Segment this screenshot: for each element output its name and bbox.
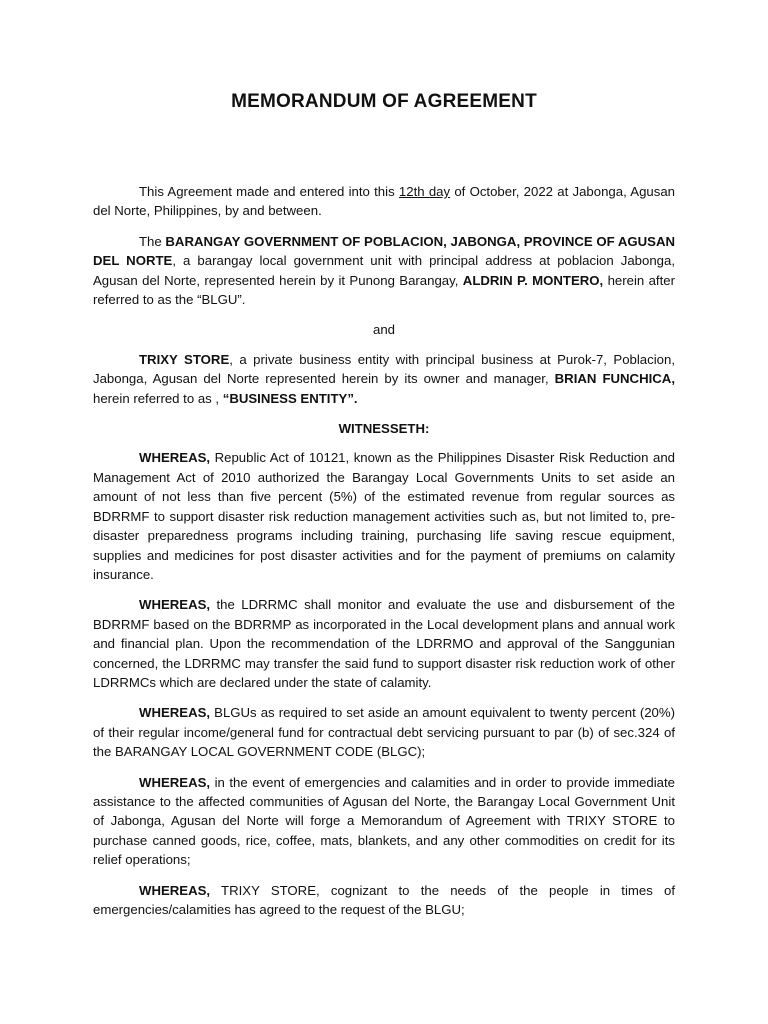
- document-title: MEMORANDUM OF AGREEMENT: [231, 91, 537, 112]
- party2-text-1: , a private business entity with principal business at Purok-7, Poblacion, Jabonga, Agusan del Norte represented herein by its owner and manager,: [93, 351, 675, 387]
- whereas-clause: [93, 703, 675, 761]
- whereas-label: WHEREAS,: [139, 597, 211, 613]
- party1-text-2: , a barangay local government unit with principal address at poblacion Jabonga, Agusan del Norte, represented herein by it Punong Barangay,: [93, 253, 675, 288]
- whereas-text: the LDRRMC shall monitor and evaluate the use and disbursement of the BDRRMF based on the BDRRMP as incorporated in the Local development plans and annual work and financial plan. Upon the recommendation of the LDRRMO and approval of the Sanggunian concerned, the LDRRMC may transfer the said fund to support disaster risk reduction work of other LDRRMCs which are declared under the state of calamity.: [93, 597, 675, 690]
- intro-text-1: This Agreement made and entered into this: [139, 184, 399, 199]
- party1-text-3: herein after referred to as the “BLGU”.: [93, 272, 675, 308]
- whereas-clause: [93, 773, 675, 870]
- whereas-clause: [93, 595, 675, 692]
- whereas-text: BLGUs as required to set aside an amount equivalent to twenty percent (20%) of their regular income/general fund for contractual debt servicing pursuant to par (b) of sec.324 of the BARANGAY LOCAL GOVERNMENT CODE (BLGC);: [93, 705, 675, 760]
- whereas-clause: [93, 881, 675, 920]
- intro-paragraph: [93, 182, 675, 221]
- agreement-date: 12th day: [398, 184, 451, 199]
- party1-text-1: The: [139, 233, 166, 249]
- party1-name: BARANGAY GOVERNMENT OF POBLACION, JABONGA, PROVINCE OF AGUSAN DEL NORTE: [93, 233, 675, 269]
- whereas-clause: [93, 448, 675, 584]
- whereas-label: WHEREAS,: [139, 882, 211, 898]
- party1-paragraph: [93, 232, 675, 310]
- whereas-text: in the event of emergencies and calamities and in order to provide immediate assistance to the affected communities of Agusan del Norte, the Barangay Local Government Unit of Jabonga, Agusan del Norte will forge a Memorandum of Agreement with TRIXY STORE to purchase canned goods, rice, coffee, mats, blankets, and any other commodities on credit for its relief operations;: [93, 774, 675, 868]
- party2-representative: BRIAN FUNCHICA,: [554, 371, 675, 387]
- party2-text-2: herein referred to as ,: [93, 390, 223, 406]
- intro-text-2: of October, 2022 at Jabonga, Agusan del Norte, Philippines, by and between.: [93, 184, 675, 219]
- whereas-text: Republic Act of 10121, known as the Philippines Disaster Risk Reduction and Management Act of 2010 authorized the Barangay Local Governments Units to set aside an amount of not less than five percent (5%) of the estimated revenue from regular sources as BDRRMF to support disaster risk reduction management activities such as, but not limited to, pre-disaster preparedness programs including training, purchasing life saving rescue equipment, supplies and medicines for post disaster activities and for the payment of premiums on calamity insurance.: [93, 450, 675, 582]
- witnesseth-heading: WITNESSETH:: [338, 421, 430, 437]
- party2-name: TRIXY STORE: [139, 351, 230, 367]
- whereas-label: WHEREAS,: [139, 705, 211, 721]
- and-separator: and: [372, 322, 395, 338]
- whereas-label: WHEREAS,: [139, 450, 211, 466]
- party2-alias: “BUSINESS ENTITY”.: [222, 390, 358, 406]
- whereas-text: TRIXY STORE, cognizant to the needs of the people in times of emergencies/calamities has agreed to the request of the BLGU;: [93, 882, 675, 917]
- party1-representative: ALDRIN P. MONTERO,: [462, 272, 604, 288]
- document-body: [93, 91, 675, 930]
- party2-paragraph: [93, 350, 675, 408]
- whereas-label: WHEREAS,: [139, 774, 211, 790]
